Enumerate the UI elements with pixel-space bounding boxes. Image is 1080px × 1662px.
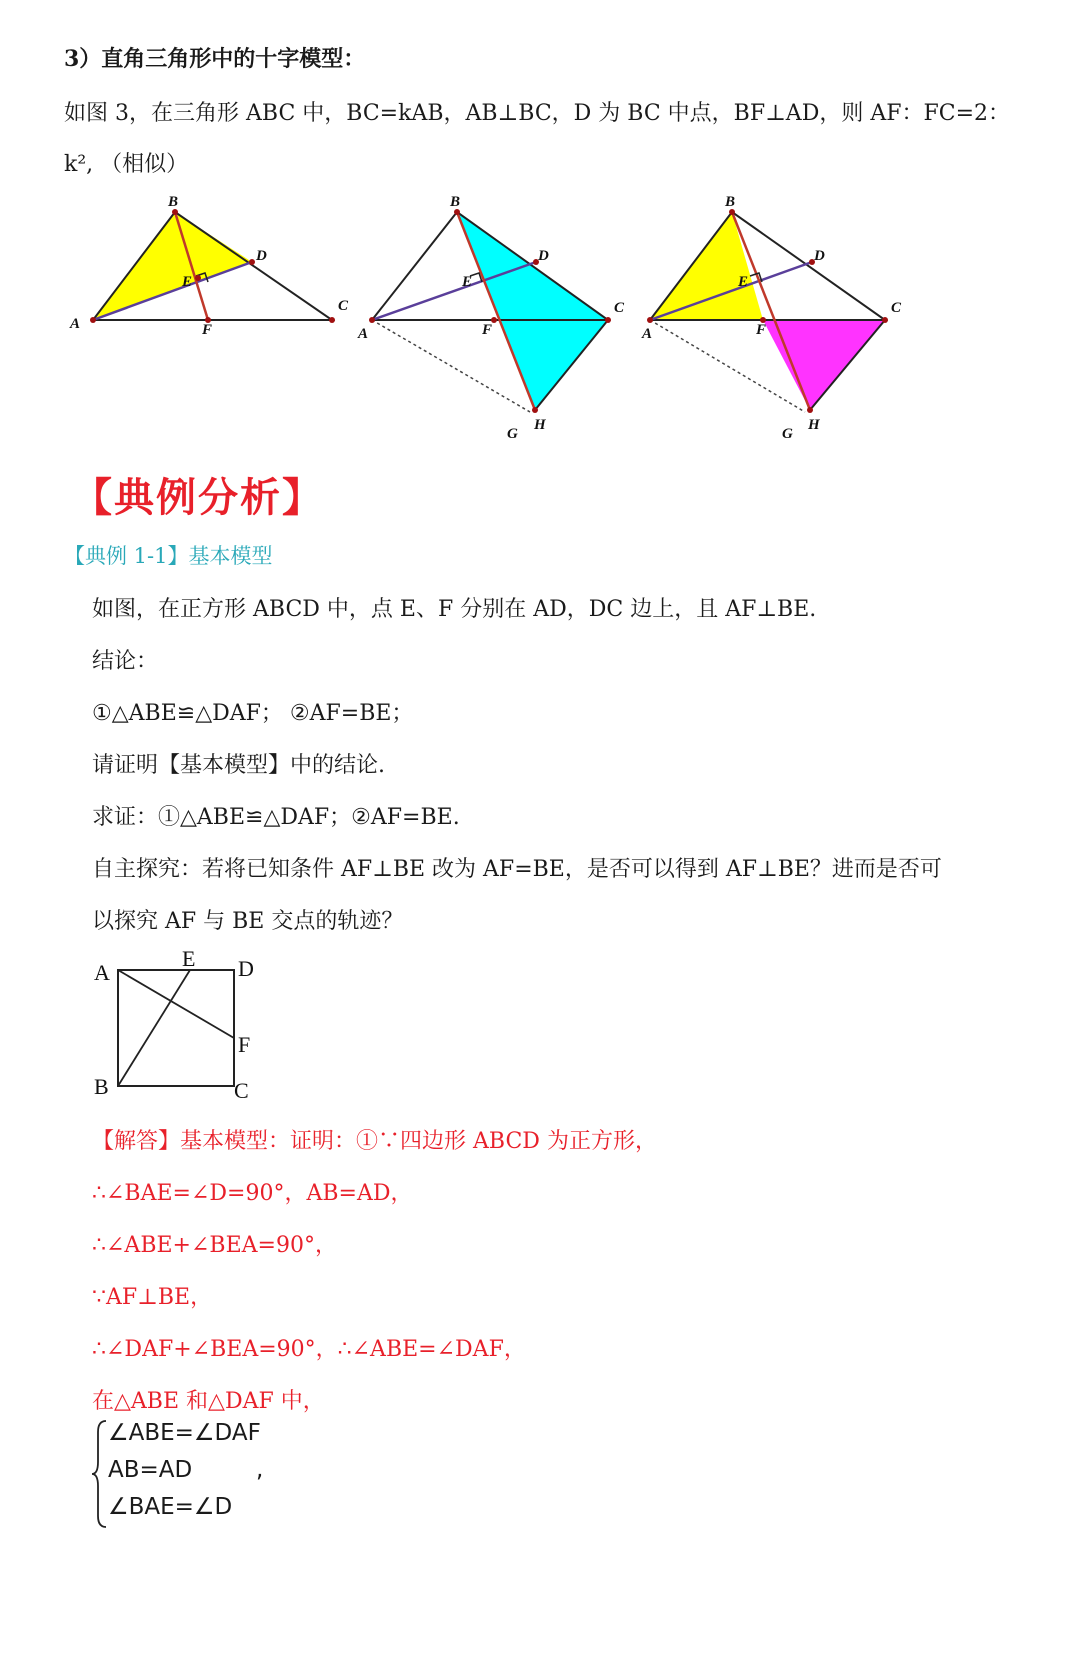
figure-2: [357, 194, 625, 442]
square-label-b: B: [94, 1074, 109, 1099]
fig1-label-c: C: [338, 298, 349, 314]
fig3-label-h: H: [808, 417, 820, 433]
system-eq1: ∠ABE=∠DAF: [108, 1420, 261, 1446]
system-brace: [90, 1418, 110, 1530]
square-line-af: [118, 970, 234, 1038]
square-label-f: F: [238, 1032, 251, 1057]
fig1-label-e: E: [182, 274, 193, 290]
figure-3: [641, 194, 902, 442]
fig3-label-a: A: [642, 326, 653, 342]
fig3-label-f: F: [756, 322, 767, 338]
fig2-label-b: B: [450, 194, 461, 210]
fig3-magenta-triangle: [763, 320, 885, 410]
example-line1: 如图，在正方形 ABCD 中，点 E、F 分别在 AD，DC 边上，且 AF⊥BE.: [92, 597, 817, 622]
example-tag-label: 【典例 1-1】: [64, 544, 189, 568]
answer-line6: 在△ABE 和△DAF 中，: [92, 1389, 325, 1414]
figure-1: [69, 194, 349, 338]
fig1-label-a: A: [70, 316, 81, 332]
fig3-label-g: G: [782, 426, 793, 442]
fig1-label-f: F: [202, 322, 213, 338]
fig2-label-h: H: [534, 417, 546, 433]
system-eq3: ∠BAE=∠D: [108, 1494, 233, 1520]
answer-line5: ∴∠DAF+∠BEA=90°，∴∠ABE=∠DAF，: [92, 1337, 526, 1362]
triangle-figures: [60, 188, 960, 458]
fig3-label-b: B: [725, 194, 736, 210]
section-heading: 3）直角三角形中的十字模型：: [64, 46, 366, 72]
example-line4: 请证明【基本模型】中的结论.: [92, 753, 385, 778]
answer-line1: [92, 1124, 657, 1155]
answer-line1-text: 基本模型：证明：①∵四边形 ABCD 为正方形，: [180, 1129, 657, 1154]
answer-line4: ∵AF⊥BE，: [92, 1285, 213, 1310]
section-text-line2: k², （相似）: [64, 152, 189, 177]
fig2-label-c: C: [614, 300, 625, 316]
section-text-line1: 如图 3，在三角形 ABC 中，BC=kAB，AB⊥BC，D 为 BC 中点，BF⊥AD，则 AF：FC=2：: [64, 101, 1011, 126]
square-label-a: A: [94, 960, 110, 985]
square-figure: [88, 948, 278, 1108]
fig2-label-d: D: [538, 248, 549, 264]
example-tag: [64, 540, 273, 570]
fig2-label-g: G: [507, 426, 518, 442]
fig3-yellow-triangle: [650, 212, 763, 320]
example-line7: 以探究 AF 与 BE 交点的轨迹？: [92, 909, 404, 934]
example-analysis-title: 【典例分析】: [72, 475, 324, 521]
system-comma: ,: [256, 1457, 264, 1483]
fig3-label-d: D: [814, 248, 825, 264]
fig2-label-a: A: [358, 326, 369, 342]
fig2-label-f: F: [482, 322, 493, 338]
example-line2: 结论：: [92, 649, 159, 674]
answer-line2: ∴∠BAE=∠D=90°，AB=AD，: [92, 1181, 413, 1206]
square-label-e: E: [182, 948, 196, 971]
square-line-be: [118, 970, 190, 1086]
fig1-label-d: D: [256, 248, 267, 264]
example-line6: 自主探究：若将已知条件 AF⊥BE 改为 AF=BE，是否可以得到 AF⊥BE？进而是否可: [92, 857, 942, 882]
answer-tag: 【解答】: [92, 1129, 181, 1154]
fig3-label-c: C: [891, 300, 902, 316]
fig2-cyan-region: [457, 212, 608, 410]
fig3-label-e: E: [738, 274, 749, 290]
square-label-c: C: [234, 1078, 249, 1103]
square-label-d: D: [238, 956, 254, 981]
fig2-label-e: E: [462, 274, 473, 290]
example-line3: ①△ABE≌△DAF； ②AF=BE；: [92, 701, 414, 726]
system-eq2: AB=AD: [108, 1457, 193, 1483]
answer-line3: ∴∠ABE+∠BEA=90°，: [92, 1233, 337, 1258]
example-tag-title: 基本模型: [188, 544, 273, 568]
example-line5: 求证：①△ABE≌△DAF；②AF=BE.: [92, 805, 460, 830]
fig1-yellow-triangle: [93, 212, 252, 320]
fig1-label-b: B: [168, 194, 179, 210]
